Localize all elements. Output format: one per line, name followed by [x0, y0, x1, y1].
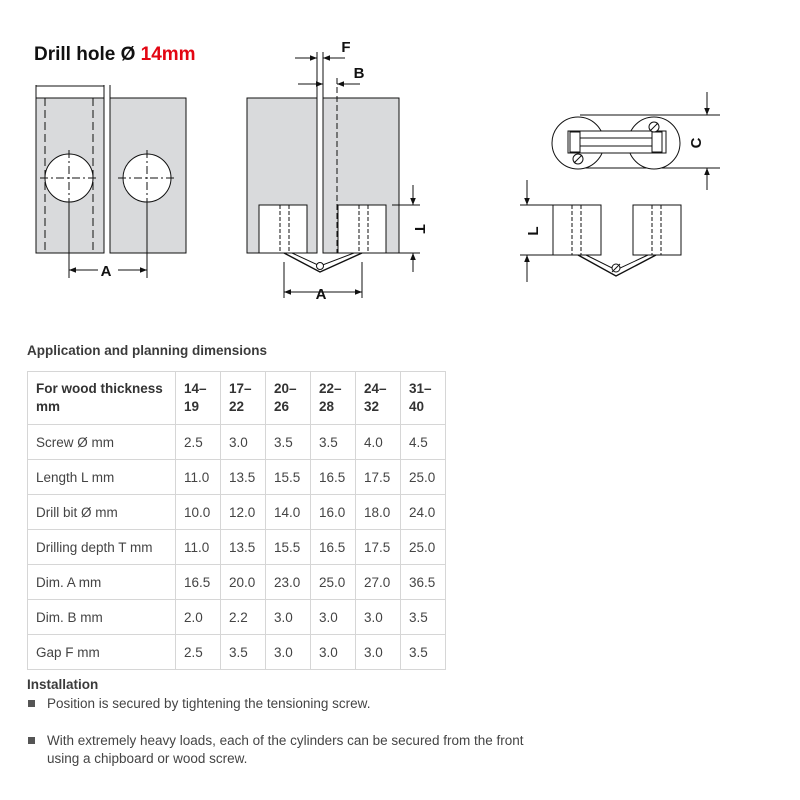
table-cell: 16.5 — [311, 530, 356, 565]
list-item — [28, 732, 527, 768]
table-cell: 3.5 — [266, 425, 311, 460]
table-cell: Drilling depth T mm — [28, 530, 176, 565]
table-cell: 3.0 — [311, 600, 356, 635]
title-prefix: Drill hole Ø — [34, 44, 141, 65]
cylinder-right — [338, 205, 386, 253]
header-cell: 14–19 — [176, 372, 221, 425]
table-cell: 3.0 — [266, 635, 311, 670]
table-row — [28, 425, 446, 460]
table-cell: 3.0 — [311, 635, 356, 670]
bullet-square-icon — [28, 737, 35, 744]
table-cell: 2.2 — [221, 600, 266, 635]
table-cell: 2.5 — [176, 425, 221, 460]
table-cell: 4.5 — [401, 425, 446, 460]
table-cell: 17.5 — [356, 530, 401, 565]
connector-cylinder-right — [633, 205, 681, 255]
table-cell: 14.0 — [266, 495, 311, 530]
table-cell: 3.0 — [356, 600, 401, 635]
dim-label-c: C — [688, 137, 705, 149]
table-cell: 10.0 — [176, 495, 221, 530]
table-cell: 12.0 — [221, 495, 266, 530]
table-cell: 4.0 — [356, 425, 401, 460]
bullet-square-icon — [28, 700, 35, 707]
table-cell: Screw Ø mm — [28, 425, 176, 460]
table-cell: 2.5 — [176, 635, 221, 670]
table-header-row — [28, 372, 446, 425]
table-row — [28, 635, 446, 670]
table-cell: 3.0 — [266, 600, 311, 635]
table-cell: Dim. A mm — [28, 565, 176, 600]
table-cell: 16.5 — [311, 460, 356, 495]
table-cell: 2.0 — [176, 600, 221, 635]
table-cell: 25.0 — [401, 530, 446, 565]
table-cell: 16.5 — [176, 565, 221, 600]
header-cell: 24–32 — [356, 372, 401, 425]
table-cell: 18.0 — [356, 495, 401, 530]
table-cell: 3.0 — [356, 635, 401, 670]
table-cell: Drill bit Ø mm — [28, 495, 176, 530]
header-cell: For wood thickness mm — [28, 372, 176, 425]
connector-cylinder-left — [553, 205, 601, 255]
planning-table — [27, 371, 446, 670]
table-cell: 23.0 — [266, 565, 311, 600]
technical-drawings — [0, 0, 800, 330]
table-cell: 3.5 — [401, 635, 446, 670]
table-cell: 15.5 — [266, 530, 311, 565]
table-cell: 24.0 — [401, 495, 446, 530]
table-cell: 27.0 — [356, 565, 401, 600]
drawing-section-view — [247, 52, 420, 298]
cylinder-left — [259, 205, 307, 253]
table-row — [28, 460, 446, 495]
dim-label-a-section: A — [315, 286, 327, 303]
list-item-text: Position is secured by tightening the tensioning screw. — [47, 696, 371, 711]
installation-heading: Installation — [27, 677, 99, 692]
table-cell: 25.0 — [311, 565, 356, 600]
table-cell: 17.5 — [356, 460, 401, 495]
table-cell: 16.0 — [311, 495, 356, 530]
table-cell: 3.5 — [311, 425, 356, 460]
table-cell: 3.5 — [401, 600, 446, 635]
dim-label-a-front: A — [100, 263, 112, 280]
table-cell: 13.5 — [221, 530, 266, 565]
title-drill-diameter: 14mm — [140, 44, 196, 65]
table-cell: 11.0 — [176, 530, 221, 565]
table-cell: Dim. B mm — [28, 600, 176, 635]
header-cell: 20–26 — [266, 372, 311, 425]
dim-label-b: B — [353, 65, 365, 82]
dim-label-l: L — [525, 226, 542, 236]
header-cell: 17–22 — [221, 372, 266, 425]
table-row — [28, 600, 446, 635]
drawing-connector-side-view — [520, 180, 681, 282]
table-cell: 36.5 — [401, 565, 446, 600]
table-cell: 20.0 — [221, 565, 266, 600]
table-cell: Length L mm — [28, 460, 176, 495]
list-item — [28, 695, 527, 713]
table-cell: 3.0 — [221, 425, 266, 460]
dim-label-f: F — [341, 39, 351, 56]
table-row — [28, 530, 446, 565]
table-cell: 11.0 — [176, 460, 221, 495]
table-row — [28, 565, 446, 600]
table-cell: 25.0 — [401, 460, 446, 495]
dim-label-t: T — [411, 224, 428, 234]
header-cell: 31–40 — [401, 372, 446, 425]
table-cell: 15.5 — [266, 460, 311, 495]
drawing-front-view — [36, 85, 186, 278]
header-cell: 22–28 — [311, 372, 356, 425]
table-cell: 3.5 — [221, 635, 266, 670]
table-cell: Gap F mm — [28, 635, 176, 670]
planning-heading: Application and planning dimensions — [27, 343, 268, 358]
table-row — [28, 495, 446, 530]
table-cell: 13.5 — [221, 460, 266, 495]
list-item-text: With extremely heavy loads, each of the cylinders can be secured from the front using a chipboard or wood screw. — [47, 733, 524, 766]
